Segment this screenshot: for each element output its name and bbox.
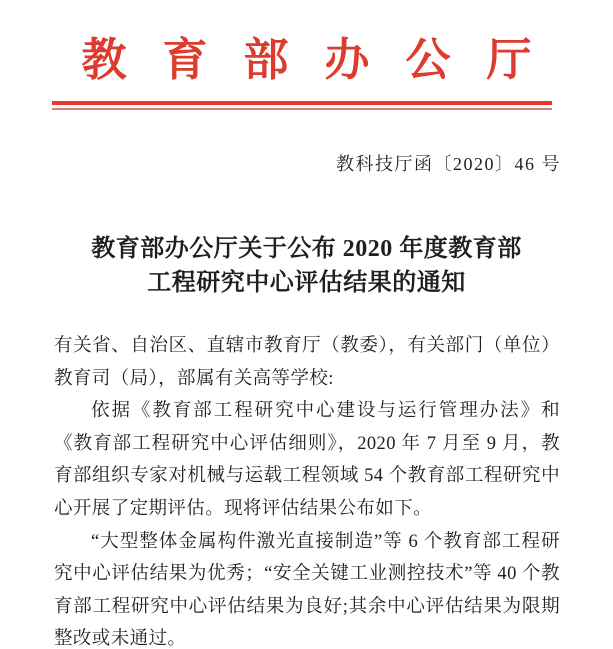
document-title-line2: 工程研究中心评估结果的通知 [147, 270, 466, 296]
document-title-line1: 教育部办公厅关于公布 2020 年度教育部 [91, 236, 522, 262]
document-body [54, 330, 560, 649]
evaluation-results-paragraph: “大型整体金属构件激光直接制造”等 6 个教育部工程研究中心评估结果为优秀；“安全关键工业测控技术”等 40 个教育部工程研究中心评估结果为良好;其余中心评估结果为限期整改或未通过。 [54, 531, 560, 649]
header-divider-thick-line [52, 101, 552, 105]
evaluation-basis-paragraph: 依据《教育部工程研究中心建设与运行管理办法》和《教育部工程研究中心评估细则》，2020 年 7 月至 9 月，教育部组织专家对机械与运载工程领域 54 个教育部工程研究中心开展了定期评估。现将评估结果公布如下。 [54, 401, 560, 519]
document-reference-number: 教科技厅函〔2020〕46 号 [336, 154, 561, 174]
document-title [0, 232, 613, 300]
recipients-paragraph: 有关省、自治区、直辖市教育厅（教委），有关部门（单位）教育司（局），部属有关高等学校: [54, 336, 560, 389]
agency-header-title: 教育部办公厅 [81, 35, 568, 85]
header-divider-thin-line [52, 108, 552, 110]
